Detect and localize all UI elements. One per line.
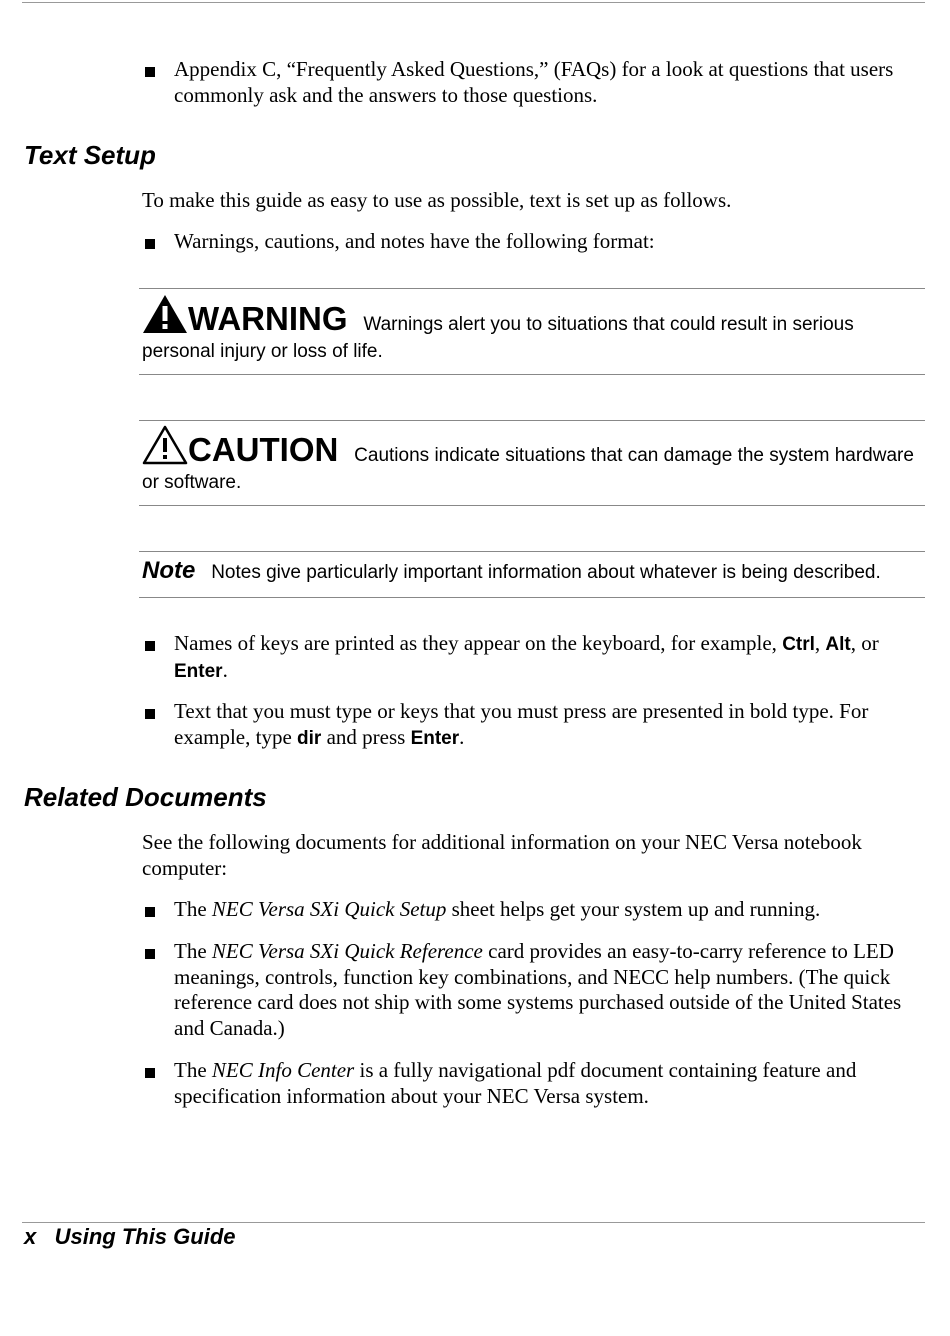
related-item-quick-reference <box>174 939 924 1041</box>
page-number: x <box>24 1224 37 1249</box>
appendix-bullet-text: Appendix C, “Frequently Asked Questions,” (FAQs) for a look at questions that users commonly ask and the answers to those questions. <box>174 57 894 107</box>
doc-title: NEC Versa SXi Quick Reference <box>211 939 483 963</box>
keys-text: Names of keys are printed as they appear on the keyboard, for example, <box>174 631 783 655</box>
note-top-rule <box>139 551 925 552</box>
warning-label: WARNING <box>188 300 348 337</box>
caution-label: CAUTION <box>188 431 339 468</box>
warning-icon <box>142 294 188 340</box>
key-ctrl: Ctrl <box>782 634 815 655</box>
keys-end: . <box>222 657 228 682</box>
type-dir: dir <box>297 727 322 749</box>
item-post: is a fully navigational pdf document containing feature and specification information about your NEC Versa system. <box>174 1058 857 1108</box>
item-pre: The <box>174 1058 212 1082</box>
page-footer <box>24 1224 236 1250</box>
warning-top-rule <box>139 288 925 289</box>
item-pre: The <box>174 897 212 921</box>
caution-text: Cautions indicate situations that can damage the system hardware or software. <box>142 445 914 493</box>
keys-bullet-text <box>174 631 924 684</box>
caution-notice <box>142 425 922 494</box>
text-setup-heading: Text Setup <box>24 140 156 170</box>
caution-top-rule <box>139 420 925 421</box>
type-mid: and press <box>321 724 411 749</box>
keys-sep: , <box>814 631 826 655</box>
bullet-marker <box>145 709 155 719</box>
caution-icon <box>142 425 188 471</box>
warning-bottom-rule <box>139 374 925 375</box>
note-bottom-rule <box>139 597 925 598</box>
note-text: Notes give particularly important information about whatever is being described. <box>211 562 881 583</box>
key-alt: Alt <box>825 634 851 655</box>
related-intro: See the following documents for additional information on your NEC Versa notebook computer: <box>142 830 862 880</box>
doc-title: NEC Info Center <box>211 1058 355 1082</box>
caution-bottom-rule <box>139 505 925 506</box>
note-notice <box>142 559 932 584</box>
bullet-marker <box>145 907 155 917</box>
keys-sep: , or <box>850 631 879 655</box>
warning-notice <box>142 294 922 363</box>
related-documents-heading: Related Documents <box>24 782 267 812</box>
bullet-marker <box>145 949 155 959</box>
item-post: card provides an easy-to-carry reference to LED meanings, controls, function key combinations, and NECC help numbers. (The quick reference card does not ship with some systems purchased outside of the United States and Canada.) <box>174 939 902 1040</box>
footer-rule <box>22 1222 925 1223</box>
bullet-marker <box>145 239 155 249</box>
bullet-marker <box>145 1068 155 1078</box>
type-bullet-text <box>174 699 924 751</box>
type-text: Text that you must type or keys that you must press are presented in bold type. For example, type <box>174 699 869 749</box>
type-end: . <box>459 724 465 749</box>
bullet-marker <box>145 67 155 77</box>
item-post: sheet helps get your system up and running. <box>446 897 821 921</box>
type-enter: Enter <box>410 727 460 749</box>
note-label: Note <box>142 557 196 584</box>
format-bullet-text: Warnings, cautions, and notes have the following format: <box>174 229 655 253</box>
bullet-marker <box>145 641 155 651</box>
doc-title: NEC Versa SXi Quick Setup <box>211 897 447 921</box>
item-pre: The <box>174 939 212 963</box>
warning-text: Warnings alert you to situations that could result in serious personal injury or loss of life. <box>142 314 854 362</box>
footer-title: Using This Guide <box>54 1224 236 1249</box>
key-enter: Enter <box>174 660 223 682</box>
related-item-info-center <box>174 1058 924 1109</box>
text-setup-intro: To make this guide as easy to use as possible, text is set up as follows. <box>142 188 732 212</box>
related-item-quick-setup <box>174 897 924 923</box>
top-rule <box>22 2 925 3</box>
